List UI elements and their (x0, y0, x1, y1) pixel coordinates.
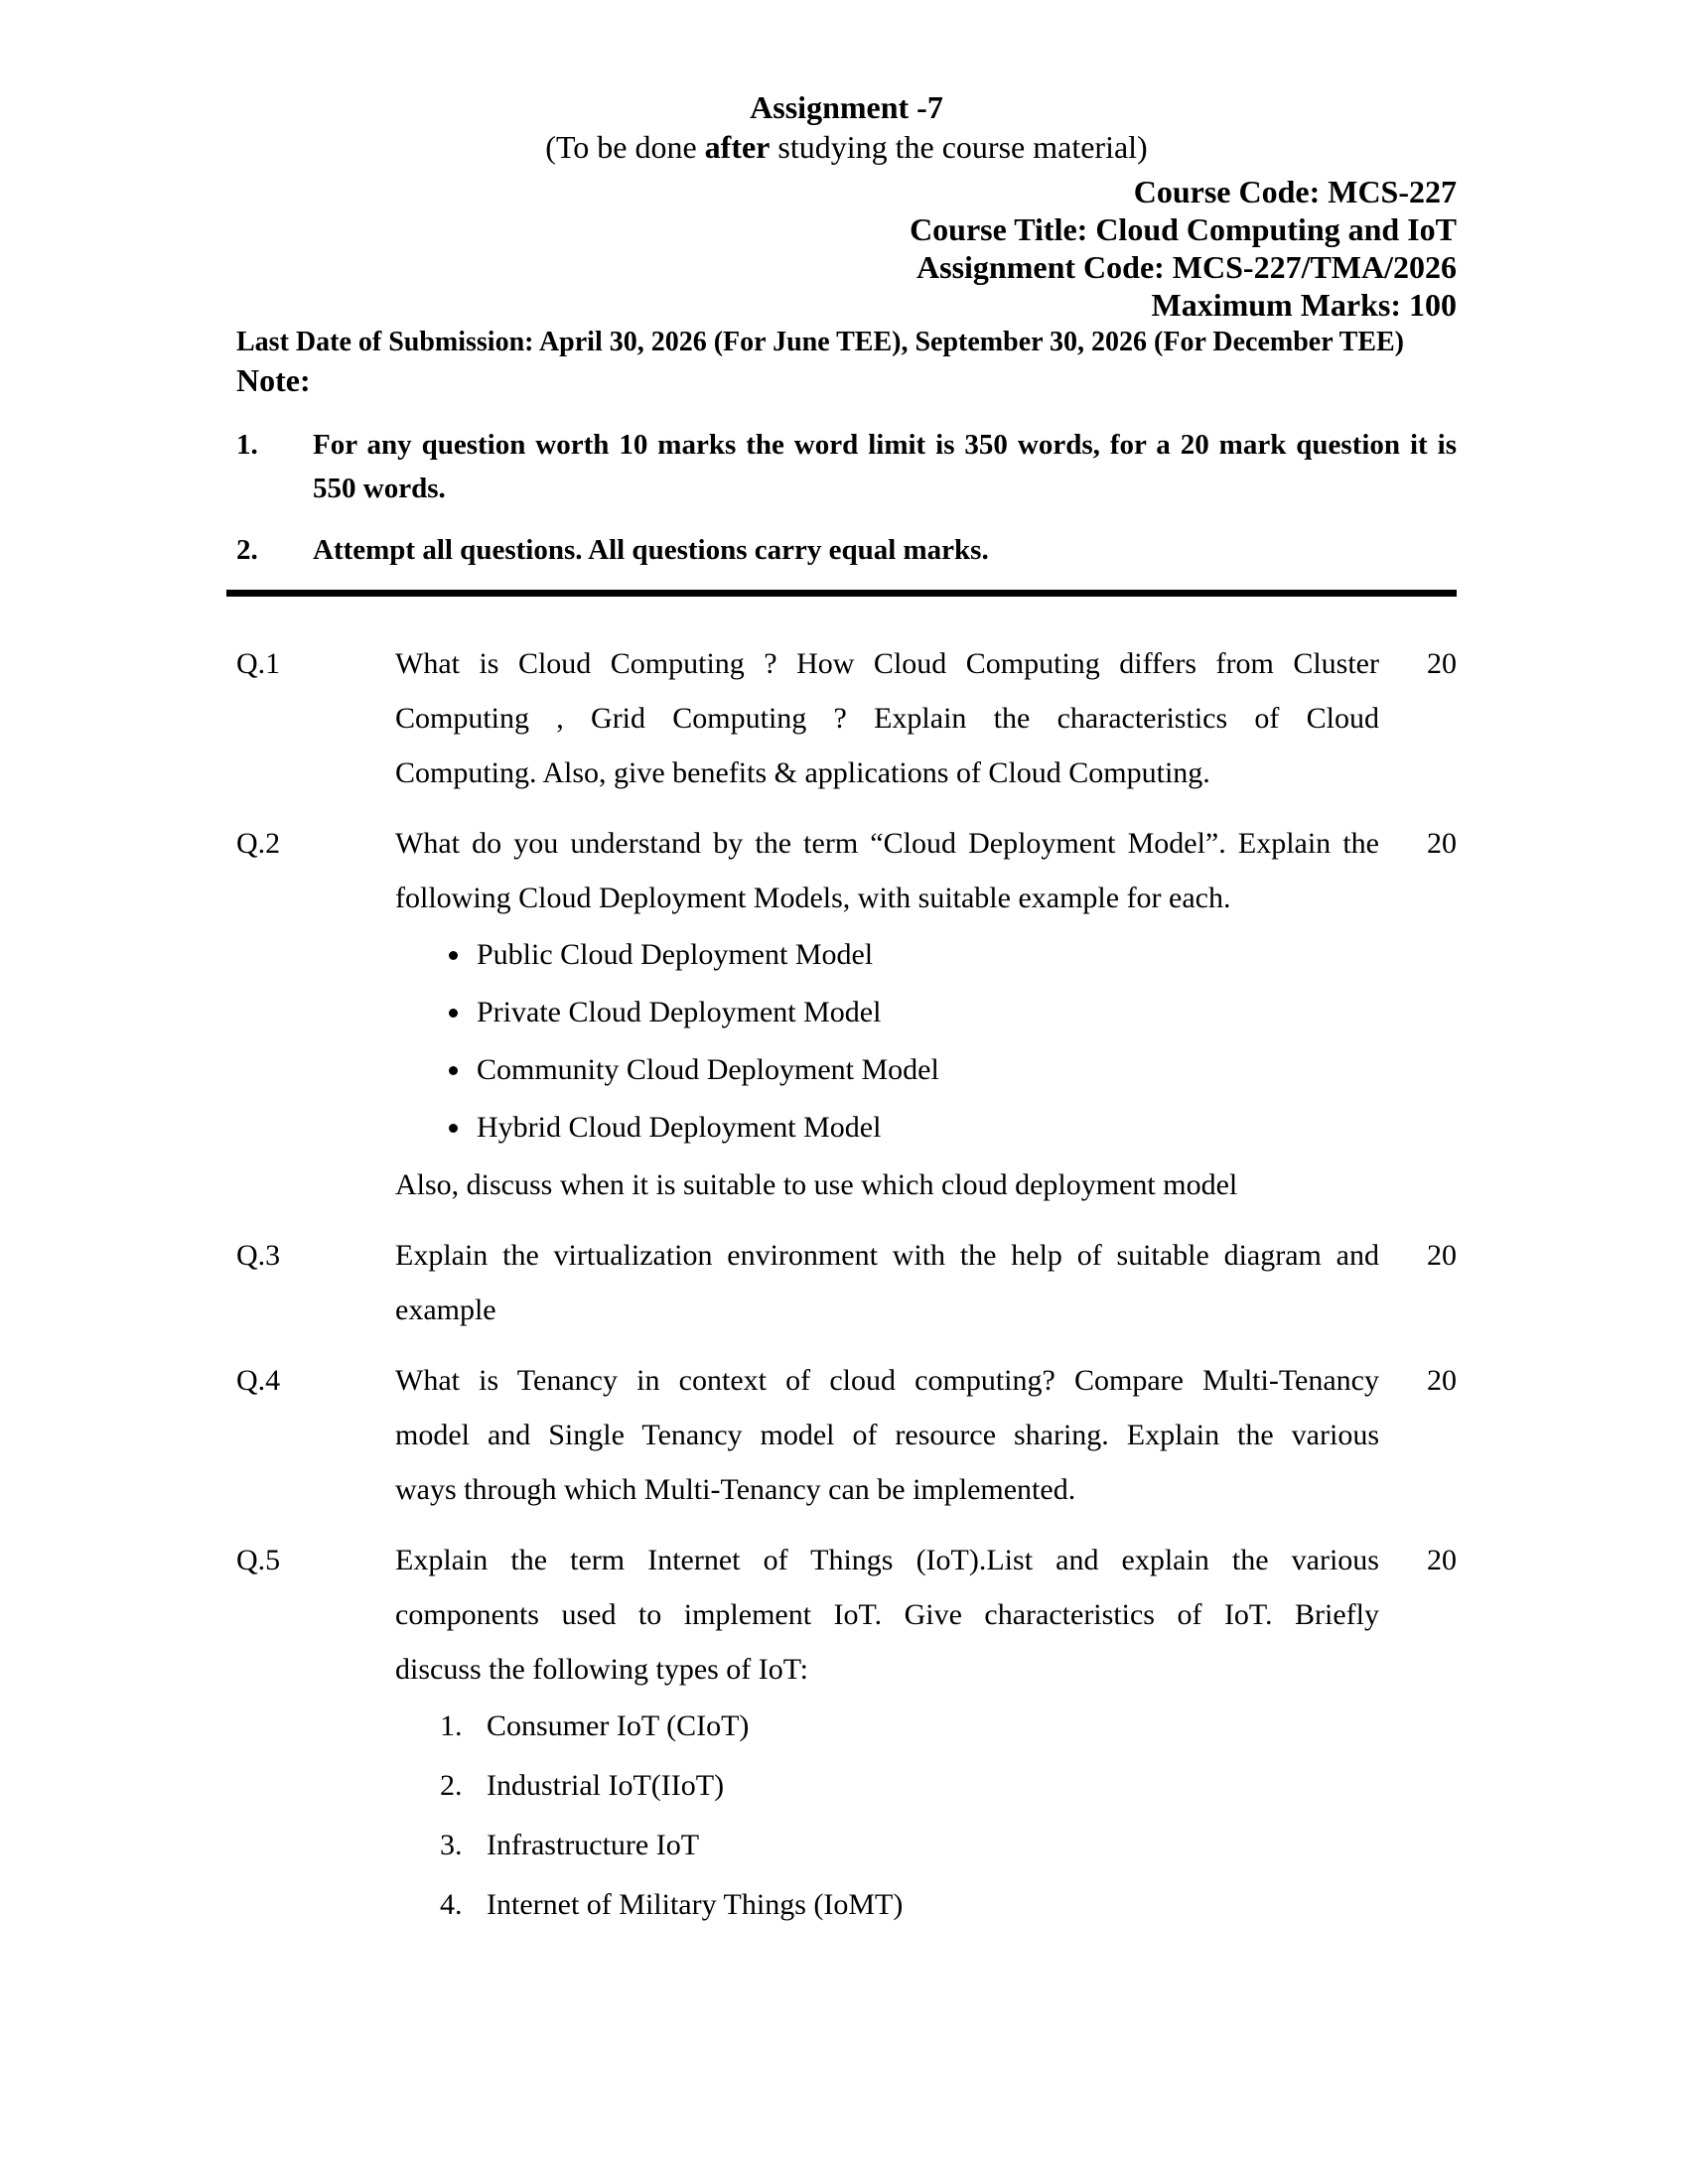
question-text-line: What is Tenancy in context of cloud computing? Compare Multi-Tenancy (395, 1364, 1379, 1397)
numbered-item-text: Internet of Military Things (IoMT) (487, 1888, 904, 1921)
page-title: Assignment -7 (750, 89, 943, 125)
assignment-code: Assignment Code: MCS-227/TMA/2026 (916, 249, 1457, 285)
numbered-item-text: Infrastructure IoT (487, 1829, 700, 1861)
numbered-item-marker: 2. (440, 1769, 463, 1802)
subtitle-bold-word: after (704, 129, 771, 165)
deployment-models-bullet-list (395, 927, 1379, 1155)
last-date-of-submission: Last Date of Submission: April 30, 2026 (For June TEE), September 30, 2026 (For December TEE) (236, 327, 1404, 357)
question-text-line: components used to implement IoT. Give characteristics of IoT. Briefly (395, 1598, 1379, 1631)
numbered-item-marker: 4. (440, 1888, 463, 1921)
note-label: Note: (236, 362, 311, 398)
question-text-line: Explain the term Internet of Things (IoT).List and explain the various (395, 1544, 1379, 1576)
question-id: Q.3 (236, 1239, 281, 1272)
note-item-2 (236, 528, 1457, 572)
questions-section (236, 636, 1457, 1937)
note-number: 1. (236, 429, 258, 461)
numbered-item-marker: 1. (440, 1709, 463, 1742)
question-q3 (236, 1228, 1457, 1337)
numbered-item (395, 1758, 1379, 1813)
bullet-item: • Hybrid Cloud Deployment Model (473, 1100, 1379, 1155)
question-marks: 20 (1427, 1544, 1457, 1576)
question-text-line: example (395, 1294, 496, 1326)
note-number: 2. (236, 534, 258, 566)
assignment-document-page (236, 0, 1457, 1953)
note-text: For any question worth 10 marks the word limit is 350 words, for a 20 mark question it is 550 words. (313, 429, 1457, 504)
numbered-item (395, 1699, 1379, 1753)
question-q1 (236, 636, 1457, 800)
page-subtitle (236, 127, 1457, 167)
question-body (395, 1353, 1379, 1517)
question-text-line: What is Cloud Computing ? How Cloud Computing differs from Cluster (395, 647, 1379, 680)
question-text-line: discuss the following types of IoT: (395, 1653, 808, 1686)
question-body (395, 1228, 1379, 1337)
question-text-line: model and Single Tenancy model of resource sharing. Explain the various (395, 1419, 1379, 1451)
course-title: Course Title: Cloud Computing and IoT (910, 211, 1457, 247)
question-body (395, 816, 1379, 1212)
question-text-line: What do you understand by the term “Cloud Deployment Model”. Explain the (395, 827, 1379, 860)
question-text-line: Explain the virtualization environment with the help of suitable diagram and (395, 1239, 1379, 1272)
question-text-line: Computing. Also, give benefits & applications of Cloud Computing. (395, 756, 1210, 789)
question-text-line: following Cloud Deployment Models, with suitable example for each. (395, 882, 1231, 914)
question-q4 (236, 1353, 1457, 1517)
bullet-item: • Private Cloud Deployment Model (473, 985, 1379, 1039)
bullet-item: • Community Cloud Deployment Model (473, 1042, 1379, 1097)
maximum-marks: Maximum Marks: 100 (1151, 287, 1457, 323)
course-meta-block (236, 173, 1457, 324)
note-item-1 (236, 423, 1457, 510)
note-text: Attempt all questions. All questions carry equal marks. (313, 534, 989, 566)
subtitle-pre: (To be done (545, 129, 705, 165)
question-marks: 20 (1427, 647, 1457, 680)
numbered-item (395, 1877, 1379, 1932)
question-marks: 20 (1427, 1239, 1457, 1272)
question-marks: 20 (1427, 827, 1457, 860)
question-text-line: ways through which Multi-Tenancy can be implemented. (395, 1473, 1076, 1506)
numbered-item-marker: 3. (440, 1829, 463, 1861)
subtitle-post: studying the course material) (770, 129, 1148, 165)
numbered-item (395, 1818, 1379, 1872)
question-id: Q.2 (236, 827, 281, 860)
course-code: Course Code: MCS-227 (1133, 174, 1457, 209)
question-text-line: Computing , Grid Computing ? Explain the characteristics of Cloud (395, 702, 1379, 735)
notes-list (236, 423, 1457, 572)
iot-types-numbered-list (395, 1699, 1379, 1932)
bullet-item: • Public Cloud Deployment Model (473, 927, 1379, 982)
question-q5 (236, 1533, 1457, 1937)
question-text-line: Also, discuss when it is suitable to use which cloud deployment model (395, 1168, 1238, 1201)
question-id: Q.4 (236, 1364, 281, 1397)
numbered-item-text: Consumer IoT (CIoT) (487, 1709, 750, 1742)
numbered-item-text: Industrial IoT(IIoT) (487, 1769, 725, 1802)
question-q2 (236, 816, 1457, 1212)
divider-rule (226, 590, 1457, 597)
question-id: Q.1 (236, 647, 281, 680)
question-body (395, 1533, 1379, 1937)
question-marks: 20 (1427, 1364, 1457, 1397)
question-body (395, 636, 1379, 800)
question-id: Q.5 (236, 1544, 281, 1576)
